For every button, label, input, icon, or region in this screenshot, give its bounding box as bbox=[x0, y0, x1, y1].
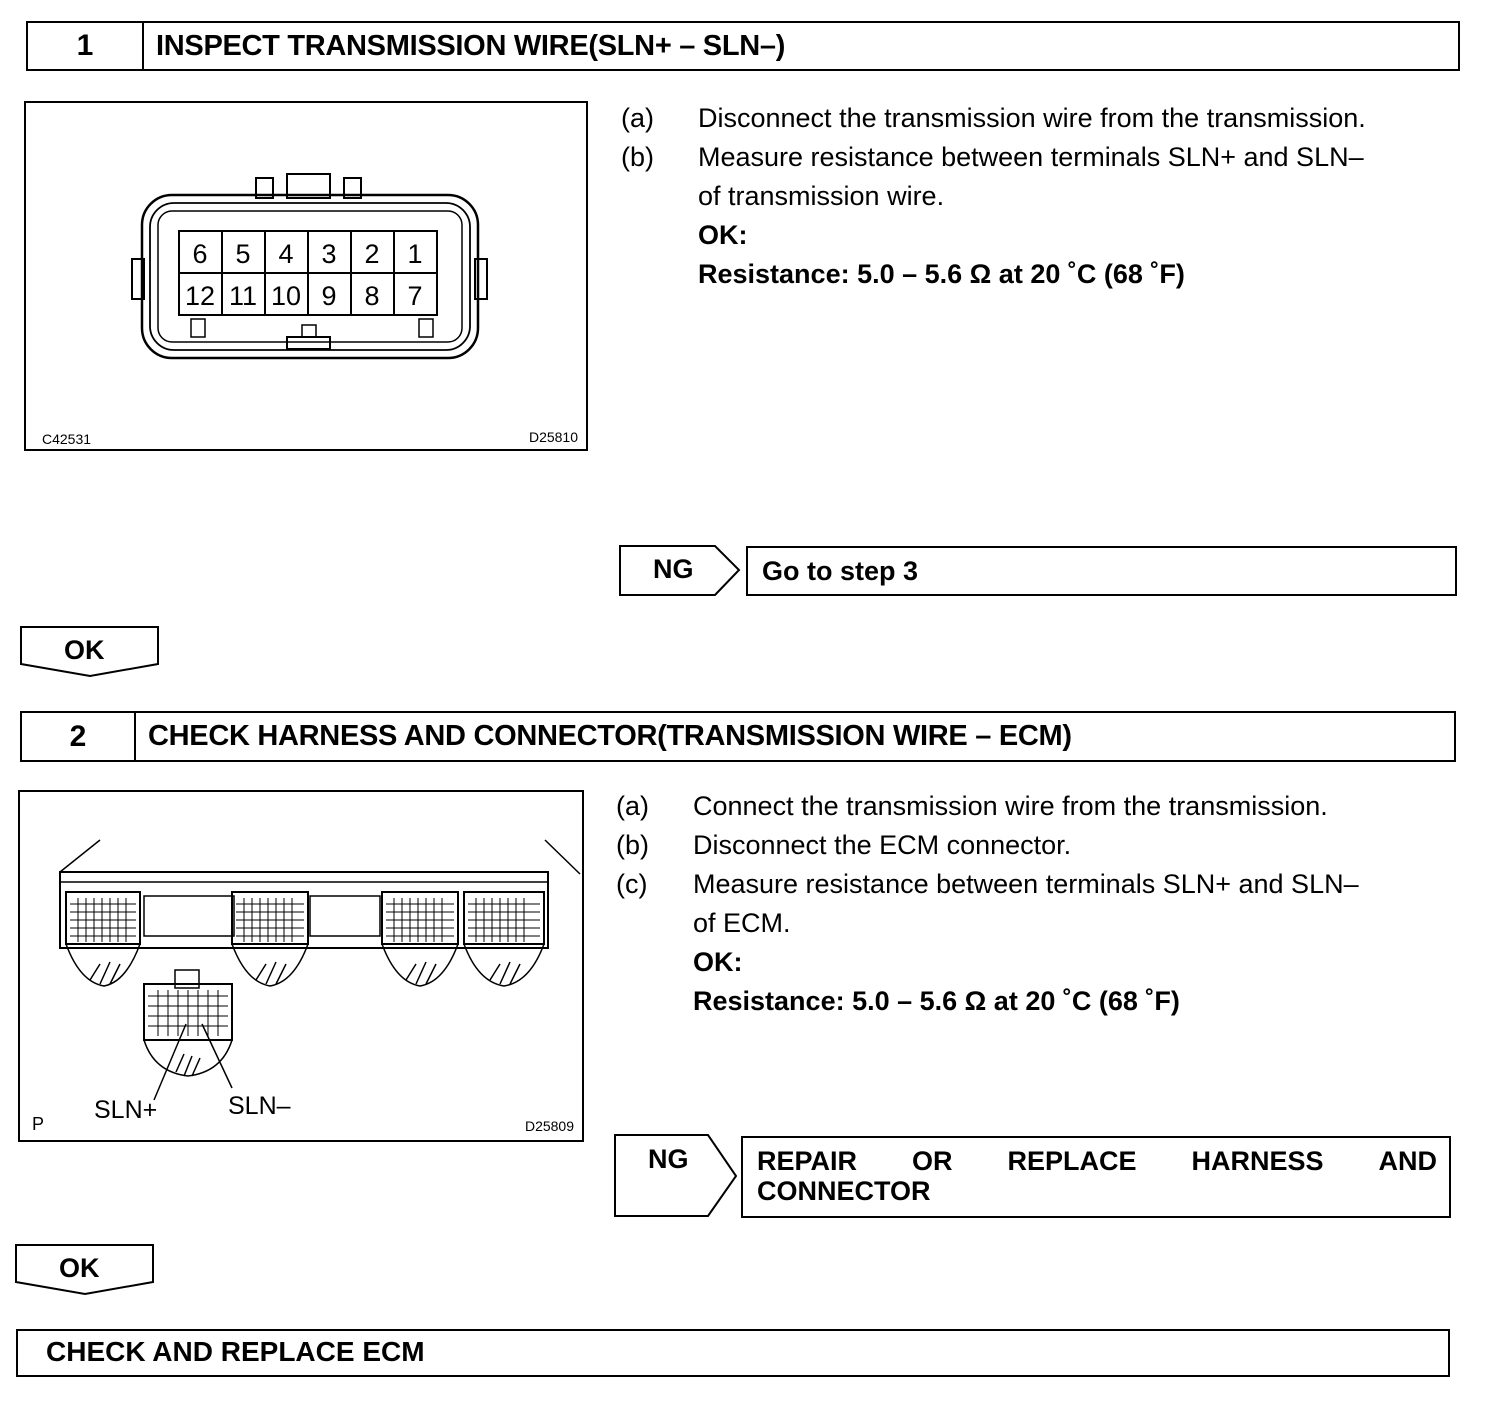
step2-figure-code-left: P bbox=[32, 1114, 45, 1134]
step1-ng-result: Go to step 3 bbox=[746, 546, 1457, 596]
label-sln-minus: SLN– bbox=[228, 1092, 291, 1120]
step1-header bbox=[26, 21, 1460, 71]
step2-ng-label: NG bbox=[648, 1144, 689, 1174]
step1-connector-figure bbox=[24, 101, 588, 451]
step1-ng-label: NG bbox=[653, 554, 694, 584]
pin-3: 3 bbox=[321, 239, 337, 269]
step2-ok-label: OK: bbox=[693, 947, 743, 977]
step2-instruction-b: (b) Disconnect the ECM connector. bbox=[616, 830, 1072, 860]
pin-11: 11 bbox=[228, 281, 258, 311]
step2-figure-code-right: D25809 bbox=[524, 1118, 574, 1134]
step1-instruction-b: (b) Measure resistance between terminals SLN+ and SLN– of transmission wire. bbox=[621, 142, 1364, 211]
pin-1: 1 bbox=[407, 239, 423, 269]
step1-title: INSPECT TRANSMISSION WIRE(SLN+ – SLN–) bbox=[156, 29, 786, 62]
step1-figure-code-left: C42531 bbox=[42, 431, 92, 447]
pin-8: 8 bbox=[364, 281, 380, 311]
step2-spec: Resistance: 5.0 – 5.6 Ω at 20 ˚C (68 ˚F) bbox=[693, 986, 1180, 1016]
step1-ng-indicator bbox=[619, 545, 744, 596]
pin-5: 5 bbox=[235, 239, 251, 269]
step2-instruction-c: (c) Measure resistance between terminals SLN+ and SLN– of ECM. bbox=[616, 869, 1359, 938]
pin-2: 2 bbox=[364, 239, 380, 269]
step1-ok-label: OK: bbox=[698, 220, 748, 250]
pin-10: 10 bbox=[270, 281, 302, 311]
ecm-connector-diagram bbox=[20, 792, 582, 1140]
final-action-box bbox=[16, 1329, 1450, 1377]
step2-ng-indicator bbox=[614, 1134, 740, 1218]
step2-header bbox=[20, 711, 1456, 762]
pin-12: 12 bbox=[184, 281, 216, 311]
step2-number: 2 bbox=[22, 713, 136, 760]
step1-number: 1 bbox=[28, 23, 144, 69]
step1-ok-arrow: OK bbox=[20, 626, 160, 678]
step2-ok-arrow: OK bbox=[15, 1244, 155, 1296]
step2-ng-result-line1: REPAIR OR REPLACE HARNESS AND bbox=[757, 1146, 1437, 1176]
step2-ng-result-line2: CONNECTOR bbox=[757, 1176, 931, 1206]
step1-instruction-a: (a) Disconnect the transmission wire from the transmission. bbox=[621, 103, 1366, 133]
step2-instruction-a: (a) Connect the transmission wire from the transmission. bbox=[616, 791, 1328, 821]
step1-spec: Resistance: 5.0 – 5.6 Ω at 20 ˚C (68 ˚F) bbox=[698, 259, 1185, 289]
pin-6: 6 bbox=[192, 239, 208, 269]
step2-title: CHECK HARNESS AND CONNECTOR(TRANSMISSION WIRE – ECM) bbox=[148, 720, 1072, 752]
transmission-connector-diagram bbox=[26, 103, 586, 449]
pin-7: 7 bbox=[407, 281, 423, 311]
label-sln-plus: SLN+ bbox=[94, 1096, 158, 1124]
step2-ecm-figure bbox=[18, 790, 584, 1142]
pin-4: 4 bbox=[278, 239, 294, 269]
step2-ng-result bbox=[741, 1136, 1451, 1218]
pin-9: 9 bbox=[321, 281, 337, 311]
final-action-title: CHECK AND REPLACE ECM bbox=[46, 1336, 425, 1367]
step1-figure-code-right: D25810 bbox=[528, 429, 578, 445]
